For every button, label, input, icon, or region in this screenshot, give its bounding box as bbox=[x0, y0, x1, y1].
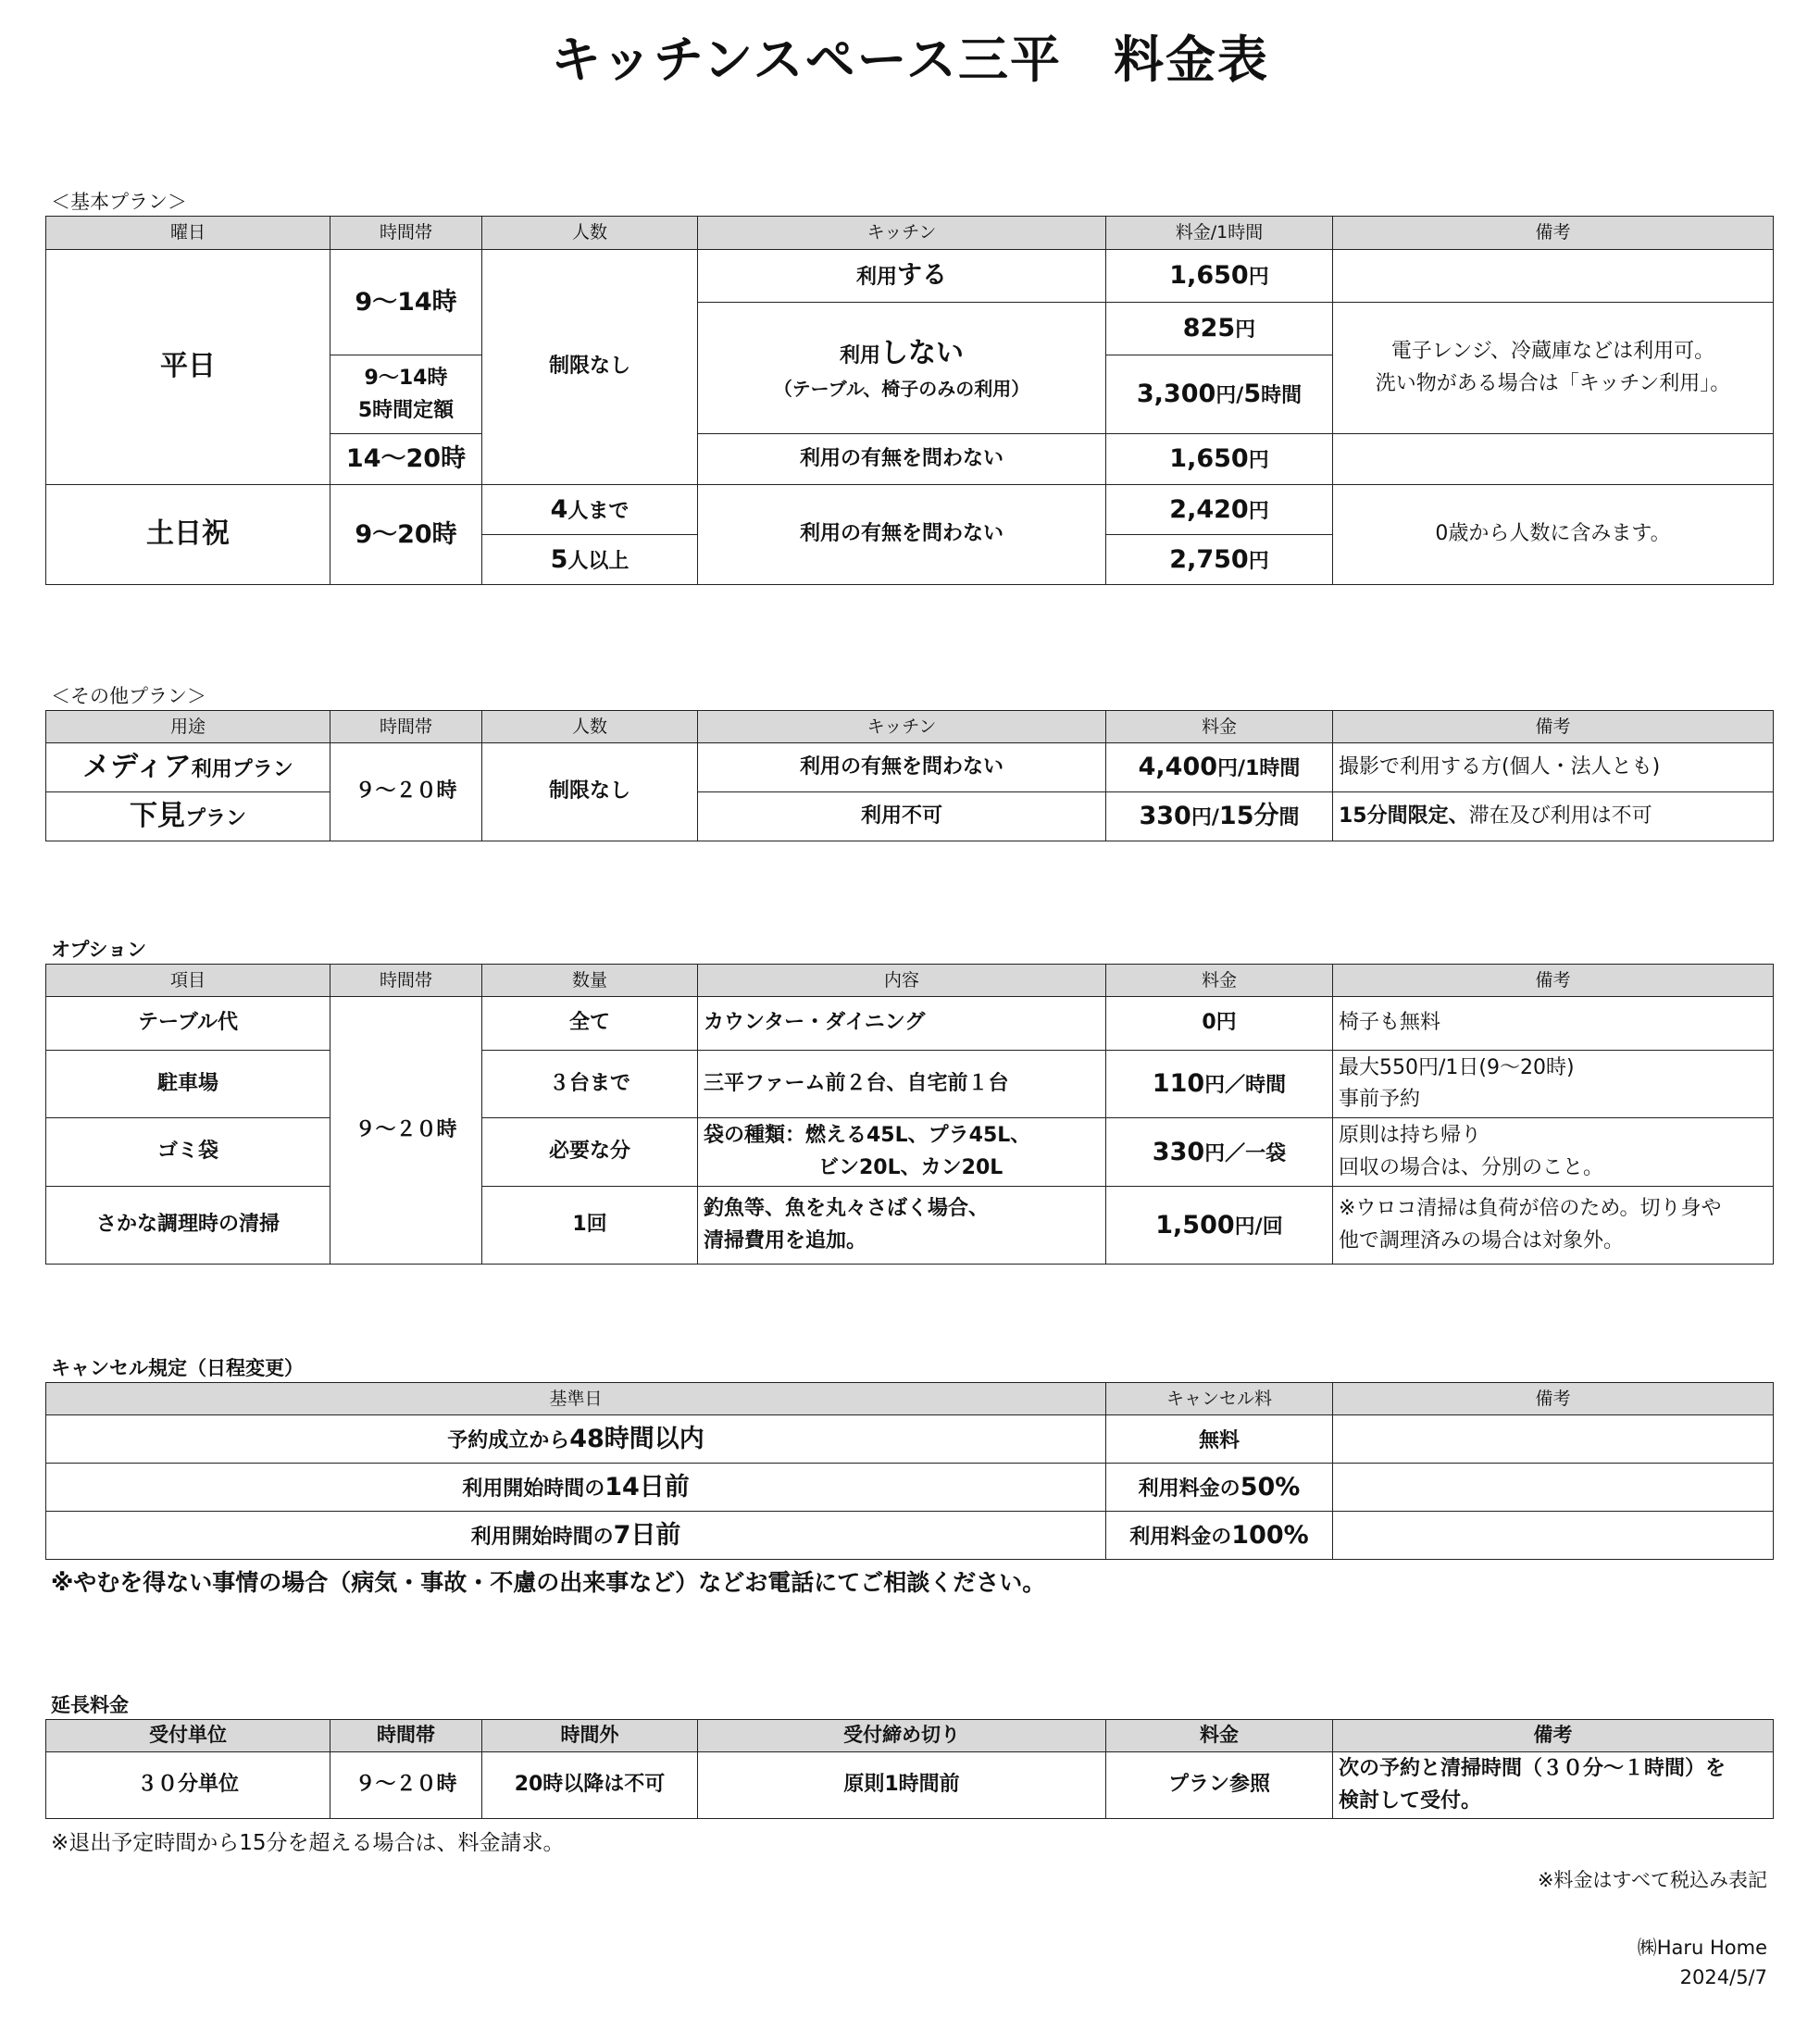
criteria-text: 利用開始時間の bbox=[462, 1477, 605, 1501]
note-cell bbox=[1333, 1118, 1774, 1187]
price-unit: 円／一袋 bbox=[1204, 1141, 1287, 1165]
media-plan-cell bbox=[46, 743, 330, 792]
item-cell: さかな調理時の清掃 bbox=[46, 1187, 330, 1265]
note-cell bbox=[1333, 792, 1774, 841]
note-text: 滞在及び利用は不可 bbox=[1468, 804, 1652, 828]
item-cell: 駐車場 bbox=[46, 1051, 330, 1118]
note-emph: 15分間限定、 bbox=[1339, 804, 1469, 828]
table-header-row bbox=[46, 217, 1774, 250]
header-cell: 内容 bbox=[698, 965, 1106, 997]
people-count: 5 bbox=[550, 544, 568, 574]
price-cell bbox=[1106, 250, 1333, 303]
other-plan-table bbox=[45, 710, 1774, 841]
tax-note: ※料金はすべて税込み表記 bbox=[1537, 1869, 1767, 1891]
price-cell bbox=[1106, 303, 1333, 355]
other-plan-heading: ＜その他プラン＞ bbox=[51, 685, 206, 707]
minutes-value: 15分 bbox=[1218, 802, 1279, 831]
note-cell bbox=[1333, 1051, 1774, 1118]
content-line: 釣魚等、魚を丸々さばく場合、 bbox=[704, 1197, 990, 1221]
yen-unit: 円 bbox=[1248, 449, 1269, 473]
basic-plan-table bbox=[45, 216, 1774, 585]
criteria-cell bbox=[46, 1512, 1106, 1560]
price-unit: 円/回 bbox=[1234, 1215, 1283, 1239]
table-row bbox=[46, 1051, 1774, 1118]
kitchen-either-cell: 利用の有無を問わない bbox=[698, 434, 1106, 485]
minutes-unit: 間 bbox=[1278, 806, 1300, 830]
price-value: 3,300 bbox=[1136, 380, 1216, 409]
price-value: 2,750 bbox=[1169, 544, 1249, 574]
header-cell: 曜日 bbox=[46, 217, 330, 250]
header-cell: 備考 bbox=[1333, 1383, 1774, 1415]
header-cell: 基準日 bbox=[46, 1383, 1106, 1415]
price-value: 330 bbox=[1139, 802, 1191, 831]
note-cell bbox=[1333, 1415, 1774, 1464]
people-unit: 人以上 bbox=[567, 549, 630, 573]
kitchen-use-label: 利用 bbox=[855, 266, 897, 290]
table-row bbox=[46, 1118, 1774, 1187]
cancel-heading: キャンセル規定（日程変更） bbox=[51, 1357, 304, 1379]
note-line: 最大550円/1日(9〜20時) bbox=[1339, 1055, 1575, 1079]
header-cell: 時間外 bbox=[482, 1720, 698, 1752]
header-cell: 時間帯 bbox=[330, 711, 482, 743]
content-line: 清掃費用を追加。 bbox=[704, 1228, 867, 1252]
fee-emph: 100% bbox=[1231, 1520, 1309, 1550]
cancel-table bbox=[45, 1382, 1774, 1560]
table-header-row bbox=[46, 711, 1774, 743]
plan-suffix: 利用プラン bbox=[191, 757, 293, 781]
price-cell bbox=[1106, 1118, 1333, 1187]
criteria-emph: 14日前 bbox=[605, 1472, 690, 1501]
qty-cell: 1回 bbox=[482, 1187, 698, 1265]
criteria-cell bbox=[46, 1464, 1106, 1512]
table-row bbox=[46, 250, 1774, 303]
note-cell bbox=[1333, 1512, 1774, 1560]
note-line: 原則は持ち帰り bbox=[1339, 1124, 1482, 1148]
weekend-cell: 土日祝 bbox=[46, 485, 330, 585]
table-row bbox=[46, 1415, 1774, 1464]
qty-cell: 全て bbox=[482, 997, 698, 1051]
fee-cell bbox=[1106, 1512, 1333, 1560]
note-cell: 0歳から人数に含みます。 bbox=[1333, 485, 1774, 585]
slot-cell: ９〜２０時 bbox=[330, 1752, 482, 1819]
table-header-row bbox=[46, 1383, 1774, 1415]
extension-heading: 延長料金 bbox=[51, 1694, 129, 1716]
company-name: ㈱Haru Home bbox=[1637, 1937, 1767, 1959]
kitchen-cell: 利用不可 bbox=[698, 792, 1106, 841]
price-value: 825 bbox=[1182, 314, 1236, 343]
content-cell bbox=[698, 1118, 1106, 1187]
header-cell: 料金/1時間 bbox=[1106, 217, 1333, 250]
price-cell bbox=[1106, 792, 1333, 841]
header-cell: 料金 bbox=[1106, 1720, 1333, 1752]
table-header-row bbox=[46, 1720, 1774, 1752]
price-cell: 0円 bbox=[1106, 997, 1333, 1051]
cancel-note: ※やむを得ない事情の場合（病気・事故・不慮の出来事など）などお電話にてご相談ください。 bbox=[51, 1569, 1046, 1596]
price-cell bbox=[1106, 485, 1333, 535]
fee-text: 利用料金の bbox=[1138, 1477, 1240, 1501]
extension-table bbox=[45, 1719, 1774, 1819]
price-cell bbox=[1106, 1051, 1333, 1118]
header-cell: 用途 bbox=[46, 711, 330, 743]
fee-emph: 50% bbox=[1240, 1472, 1301, 1501]
slot-line: 5時間定額 bbox=[357, 399, 455, 422]
weekday-cell: 平日 bbox=[46, 250, 330, 485]
note-line: 他で調理済みの場合は対象外。 bbox=[1339, 1228, 1625, 1252]
slot-cell: 14〜20時 bbox=[330, 434, 482, 485]
note-line: 回収の場合は、分別のこと。 bbox=[1339, 1155, 1604, 1179]
extension-footnote: ※退出予定時間から15分を超える場合は、料金請求。 bbox=[51, 1831, 565, 1855]
note-line: 次の予約と清掃時間（３０分〜１時間）を bbox=[1339, 1757, 1727, 1781]
price-value: 1,500 bbox=[1155, 1210, 1235, 1240]
plan-suffix: プラン bbox=[184, 806, 246, 830]
qty-cell: ３台まで bbox=[482, 1051, 698, 1118]
item-cell: テーブル代 bbox=[46, 997, 330, 1051]
header-cell: 人数 bbox=[482, 217, 698, 250]
yen-unit: 円 bbox=[1248, 266, 1269, 290]
header-cell: 人数 bbox=[482, 711, 698, 743]
header-cell: 料金 bbox=[1106, 965, 1333, 997]
content-cell: カウンター・ダイニング bbox=[698, 997, 1106, 1051]
content-line: 袋の種類：燃える45L、プラ45L、 bbox=[704, 1124, 1031, 1148]
unit-cell: ３０分単位 bbox=[46, 1752, 330, 1819]
header-cell: 備考 bbox=[1333, 1720, 1774, 1752]
table-row bbox=[46, 743, 1774, 792]
note-cell bbox=[1333, 1464, 1774, 1512]
price-cell bbox=[1106, 355, 1333, 434]
header-cell: 時間帯 bbox=[330, 965, 482, 997]
note-cell bbox=[1333, 303, 1774, 434]
header-cell: 備考 bbox=[1333, 711, 1774, 743]
price-cell bbox=[1106, 535, 1333, 585]
price-cell bbox=[1106, 743, 1333, 792]
header-cell: 受付単位 bbox=[46, 1720, 330, 1752]
table-header-row bbox=[46, 965, 1774, 997]
kitchen-nouse-label: 利用 bbox=[839, 343, 880, 368]
criteria-cell bbox=[46, 1415, 1106, 1464]
yen-unit: 円/ bbox=[1190, 806, 1219, 830]
criteria-text: 予約成立から bbox=[447, 1428, 570, 1452]
outside-cell: 20時以降は不可 bbox=[482, 1752, 698, 1819]
yen-unit: 円 bbox=[1248, 499, 1269, 523]
header-cell: 受付締め切り bbox=[698, 1720, 1106, 1752]
deadline-cell: 原則1時間前 bbox=[698, 1752, 1106, 1819]
note-cell: 撮影で利用する方(個人・法人とも) bbox=[1333, 743, 1774, 792]
table-row bbox=[46, 1752, 1774, 1819]
fee-cell bbox=[1106, 1464, 1333, 1512]
note-line: 電子レンジ、冷蔵庫などは利用可。 bbox=[1390, 340, 1715, 364]
kitchen-nouse-emph: しない bbox=[880, 336, 964, 369]
options-table bbox=[45, 964, 1774, 1265]
kitchen-use-emph: する bbox=[897, 261, 947, 291]
note-cell: 椅子も無料 bbox=[1333, 997, 1774, 1051]
price-value: 110 bbox=[1152, 1069, 1205, 1099]
criteria-text: 利用開始時間の bbox=[470, 1525, 614, 1549]
plan-name: メディア bbox=[82, 750, 192, 783]
slot-line: 9〜14時 bbox=[364, 366, 448, 390]
people-cell: 制限なし bbox=[482, 743, 698, 841]
kitchen-nouse-sub: （テーブル、椅子のみの利用） bbox=[773, 378, 1030, 401]
hours-value: 5 bbox=[1243, 380, 1262, 409]
slot-cell: ９〜２０時 bbox=[330, 997, 482, 1265]
people-cell bbox=[482, 485, 698, 535]
header-cell: 料金 bbox=[1106, 711, 1333, 743]
price-unit: 円／時間 bbox=[1204, 1074, 1287, 1098]
price-value: 2,420 bbox=[1169, 494, 1249, 524]
time-unit: 1時間 bbox=[1245, 757, 1301, 781]
plan-name: 下見 bbox=[129, 799, 185, 832]
price-cell bbox=[1106, 434, 1333, 485]
price-value: 1,650 bbox=[1169, 261, 1249, 291]
people-cell bbox=[482, 535, 698, 585]
note-cell bbox=[1333, 1752, 1774, 1819]
yen-unit: 円 bbox=[1248, 549, 1269, 573]
header-cell: キッチン bbox=[698, 217, 1106, 250]
kitchen-use-cell bbox=[698, 250, 1106, 303]
page-title: キッチンスペース三平 料金表 bbox=[551, 31, 1269, 89]
header-cell: 数量 bbox=[482, 965, 698, 997]
note-line: 洗い物がある場合は「キッチン利用」。 bbox=[1375, 371, 1731, 395]
price-cell bbox=[1106, 1187, 1333, 1265]
people-count: 4 bbox=[550, 494, 568, 524]
note-cell bbox=[1333, 250, 1774, 303]
preview-plan-cell bbox=[46, 792, 330, 841]
price-value: 330 bbox=[1152, 1137, 1205, 1166]
options-heading: オプション bbox=[51, 939, 147, 961]
content-cell: 三平ファーム前２台、自宅前１台 bbox=[698, 1051, 1106, 1118]
slot-cell: ９〜２０時 bbox=[330, 743, 482, 841]
people-cell: 制限なし bbox=[482, 250, 698, 485]
fee-text: 利用料金の bbox=[1129, 1525, 1232, 1549]
content-cell bbox=[698, 1187, 1106, 1265]
note-cell bbox=[1333, 434, 1774, 485]
header-cell: 備考 bbox=[1333, 217, 1774, 250]
kitchen-cell: 利用の有無を問わない bbox=[698, 743, 1106, 792]
table-row bbox=[46, 1512, 1774, 1560]
fee-text: 無料 bbox=[1198, 1428, 1240, 1452]
table-row bbox=[46, 997, 1774, 1051]
slot-cell: 9〜14時 bbox=[330, 250, 482, 355]
table-row bbox=[46, 485, 1774, 535]
header-cell: 時間帯 bbox=[330, 217, 482, 250]
kitchen-either-cell: 利用の有無を問わない bbox=[698, 485, 1106, 585]
criteria-emph: 48時間以内 bbox=[569, 1424, 704, 1453]
slot-cell: 9〜20時 bbox=[330, 485, 482, 585]
note-line: 事前予約 bbox=[1339, 1088, 1421, 1111]
table-row bbox=[46, 1187, 1774, 1265]
note-line: 検討して受付。 bbox=[1339, 1788, 1482, 1813]
table-row bbox=[46, 792, 1774, 841]
basic-plan-heading: ＜基本プラン＞ bbox=[51, 191, 187, 213]
kitchen-nouse-cell bbox=[698, 303, 1106, 434]
criteria-emph: 7日前 bbox=[613, 1520, 681, 1550]
header-cell: キッチン bbox=[698, 711, 1106, 743]
header-cell: 時間帯 bbox=[330, 1720, 482, 1752]
people-unit: 人まで bbox=[567, 499, 630, 523]
header-cell: キャンセル料 bbox=[1106, 1383, 1333, 1415]
yen-unit: 円/ bbox=[1217, 757, 1246, 781]
slot-cell bbox=[330, 355, 482, 434]
note-line: ※ウロコ清掃は負荷が倍のため。切り身や bbox=[1339, 1197, 1722, 1221]
fee-cell bbox=[1106, 1415, 1333, 1464]
content-line: ビン20L、カン20L bbox=[818, 1155, 1003, 1179]
header-cell: 備考 bbox=[1333, 965, 1774, 997]
price-value: 1,650 bbox=[1169, 444, 1249, 474]
issue-date: 2024/5/7 bbox=[1679, 1966, 1767, 1988]
item-cell: ゴミ袋 bbox=[46, 1118, 330, 1187]
note-cell bbox=[1333, 1187, 1774, 1265]
yen-unit: 円 bbox=[1235, 318, 1256, 343]
qty-cell: 必要な分 bbox=[482, 1118, 698, 1187]
hours-unit: 時間 bbox=[1261, 384, 1303, 408]
header-cell: 項目 bbox=[46, 965, 330, 997]
price-cell: プラン参照 bbox=[1106, 1752, 1333, 1819]
table-row bbox=[46, 1464, 1774, 1512]
price-value: 4,400 bbox=[1138, 753, 1218, 782]
yen-unit: 円/ bbox=[1215, 384, 1244, 408]
